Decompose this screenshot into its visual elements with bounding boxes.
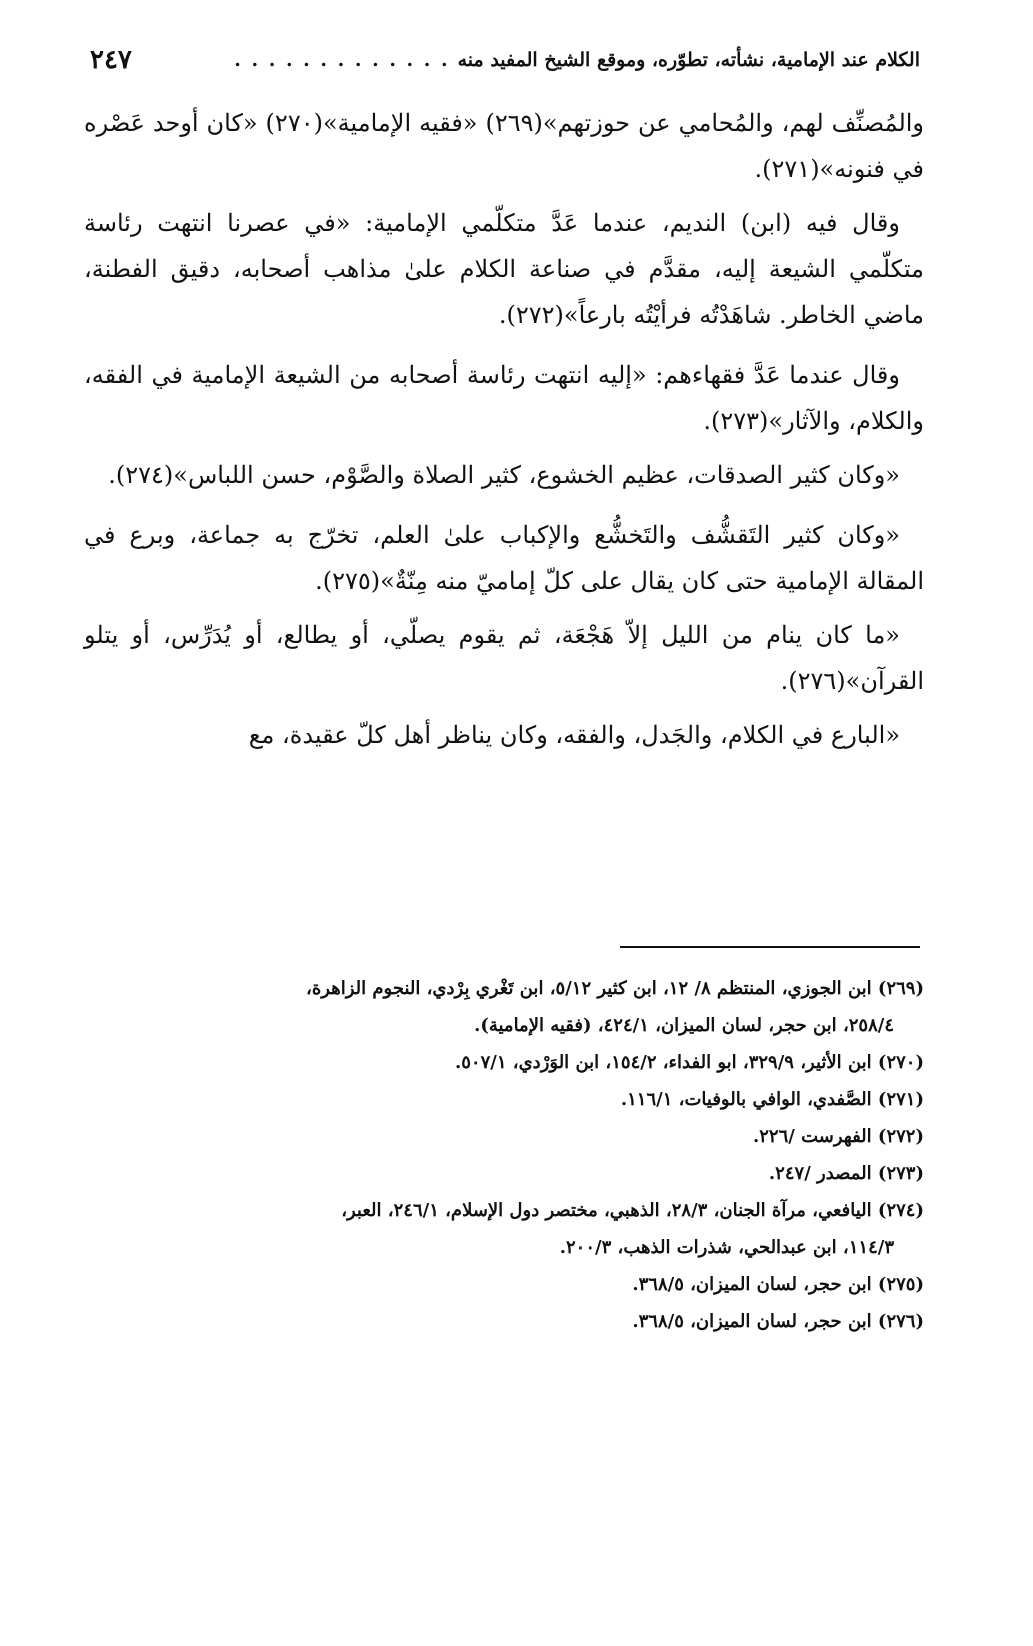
paragraph-5: «وكان كثير التَقشُّف والتَخشُّع والإكباب علىٰ العلم، تخرّج به جماعة، وبرع في المقالة الإمامية حتى كان يقال على كلّ إماميّ منه مِنّةٌ»(٢٧٥). <box>84 521 924 595</box>
footnote-text: (٢٧٢) الفهرست /٢٢٦. <box>752 1126 924 1147</box>
header-leader-dots: . . . . . . . . . . . . . <box>234 49 450 71</box>
footnote-continuation: ١١٤/٣، ابن عبدالحي، شذرات الذهب، ٢٠٠/٣. <box>559 1237 894 1258</box>
page-number: ٢٤٧ <box>90 45 132 75</box>
header-title: الكلام عند الإمامية، نشأته، تطوّره، وموقع الشيخ المفيد منه <box>457 49 920 71</box>
paragraph-3: وقال عندما عَدَّ فقهاءهم: «إليه انتهت رئاسة أصحابه من الشيعة الإمامية في الفقه، والكلام، والآثار»(٢٧٣). <box>84 361 924 435</box>
paragraph-2: وقال فيه (ابن) النديم، عندما عَدَّ متكلّمي الإمامية: «في عصرنا انتهت رئاسة متكلّمي الشيعة إليه، مقدَّم في صناعة الكلام علىٰ مذاهب أصحابه، دقيق الفطنة، ماضي الخاطر. شاهَدْتُه فرأيْتُه بارعاً»(٢٧٢). <box>84 209 924 329</box>
footnote-text: (٢٧٣) المصدر /٢٤٧. <box>768 1163 924 1184</box>
footnote-text: (٢٧١) الصَّفدي، الوافي بالوفيات، ١١٦/١. <box>620 1089 924 1110</box>
footnote-271 <box>84 1081 924 1118</box>
footnotes <box>84 970 924 1340</box>
paragraph-4: «وكان كثير الصدقات، عظيم الخشوع، كثير الصلاة والصَّوْم، حسن اللباس»(٢٧٤). <box>108 461 900 489</box>
paragraph-1: والمُصنِّف لهم، والمُحامي عن حوزتهم»(٢٦٩) «فقيه الإمامية»(٢٧٠) «كان أوحد عَصْره في فنونه»(٢٧١). <box>84 109 925 183</box>
footnote-276 <box>84 1303 924 1340</box>
footnote-275 <box>84 1266 924 1303</box>
main-text <box>84 100 924 766</box>
footnote-text: (٢٧٦) ابن حجر، لسان الميزان، ٣٦٨/٥. <box>632 1311 924 1332</box>
paragraph-6: «ما كان ينام من الليل إلاّ هَجْعَة، ثم يقوم يصلّي، أو يطالع، أو يُدَرِّس، أو يتلو القرآن»(٢٧٦). <box>84 621 924 695</box>
footnote-270 <box>84 1044 924 1081</box>
footnote-text: (٢٧٠) ابن الأثير، ٣٢٩/٩، ابو الفداء، ١٥٤/٢، ابن الوَرْدي، ٥٠٧/١. <box>454 1052 924 1073</box>
paragraph-7: «البارع في الكلام، والجَدل، والفقه، وكان يناظر أهل كلّ عقيدة، مع <box>248 721 900 749</box>
footnote-text: (٢٧٤) اليافعي، مرآة الجنان، ٢٨/٣، الذهبي، مختصر دول الإسلام، ٢٤٦/١، العبر، <box>341 1200 924 1221</box>
running-header <box>90 42 920 78</box>
footnote-text: (٢٦٩) ابن الجوزي، المنتظم ٨/ ١٢، ابن كثير ٥/١٢، ابن تَغْري بِرْدي، النجوم الزاهرة، <box>306 978 924 999</box>
footnote-separator <box>620 946 920 948</box>
footnote-continuation: ٢٥٨/٤، ابن حجر، لسان الميزان، ٤٢٤/١، (فقيه الإمامية). <box>474 1015 894 1036</box>
footnote-269 <box>84 970 924 1044</box>
footnote-272 <box>84 1118 924 1155</box>
footnote-text: (٢٧٥) ابن حجر، لسان الميزان، ٣٦٨/٥. <box>632 1274 924 1295</box>
footnote-274 <box>84 1192 924 1266</box>
footnote-273 <box>84 1155 924 1192</box>
